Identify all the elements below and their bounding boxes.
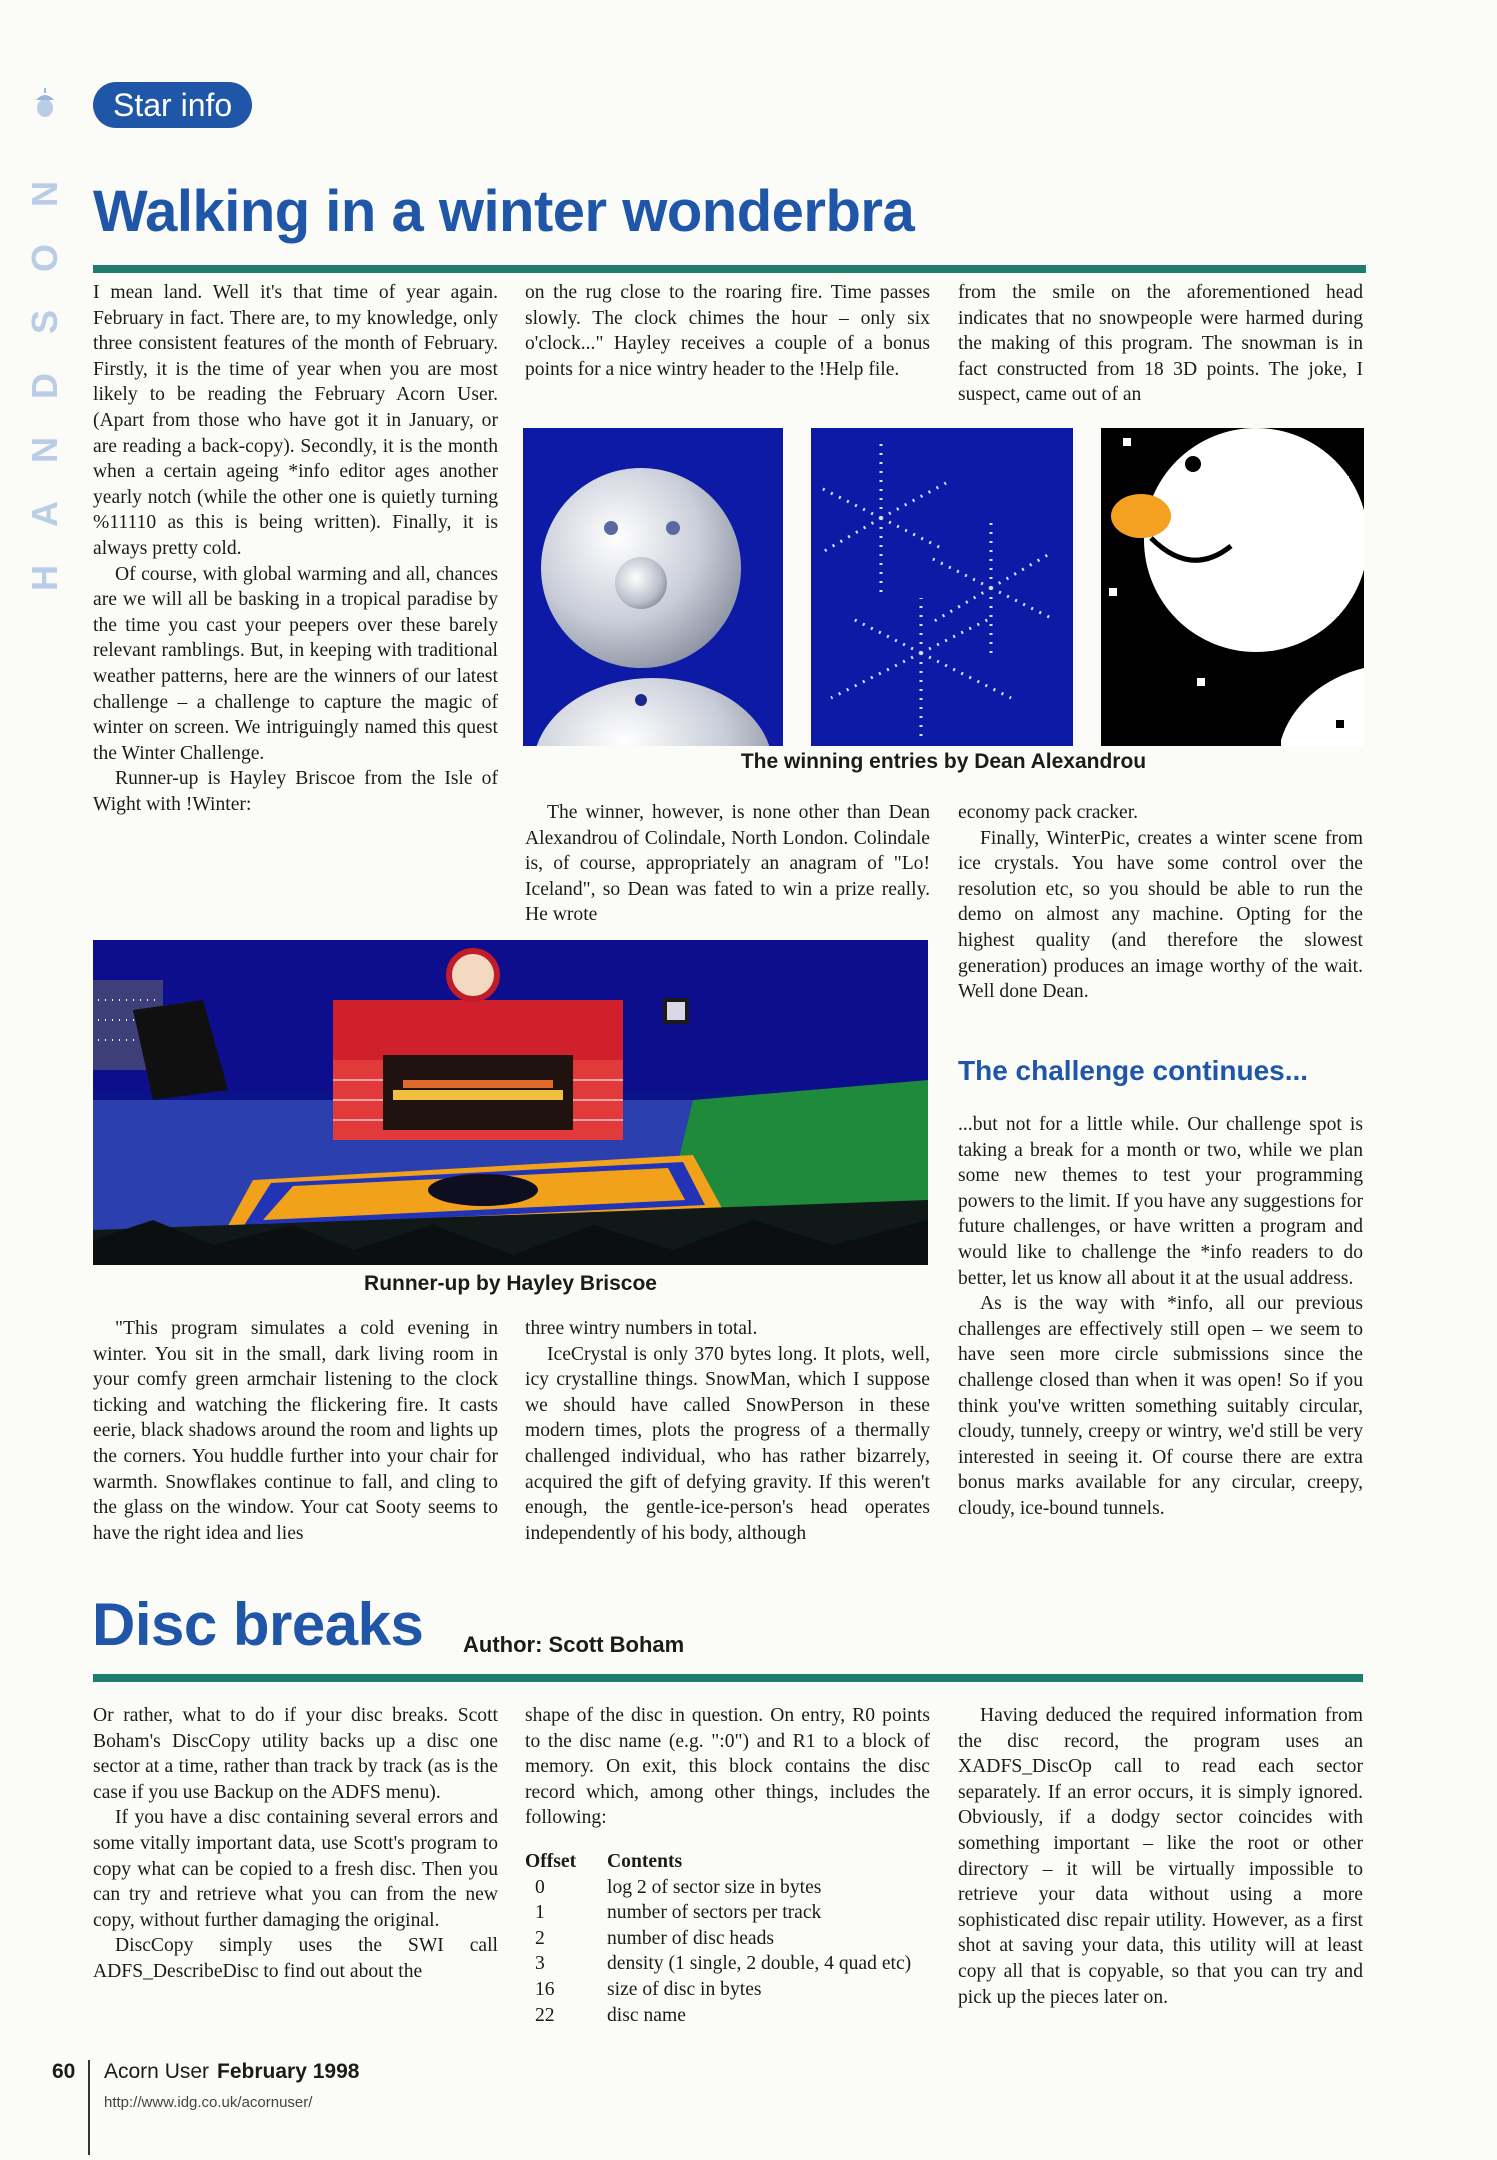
article-headline: Disc breaks xyxy=(92,1591,424,1658)
table-header: Offset xyxy=(525,1850,577,1872)
table-cell: disc name xyxy=(607,2004,686,2026)
magazine-name: Acorn User xyxy=(104,2060,210,2083)
table-cell: size of disc in bytes xyxy=(607,1978,762,2000)
disc-record-table xyxy=(525,1849,911,2028)
paragraph: Or rather, what to do if your disc breaks. Scott Boham's DiscCopy utility backs up a disc one sector at a time, rather than track by track (as is the case if you use Backup on the ADFS menu). xyxy=(93,1705,498,1803)
section-badge: Star info xyxy=(93,82,252,128)
acorn-icon xyxy=(34,88,56,118)
side-letter: D xyxy=(24,373,65,399)
footer-divider xyxy=(88,2060,90,2155)
figure-caption: The winning entries by Dean Alexandrou xyxy=(740,750,1147,773)
table-row xyxy=(525,1875,911,1901)
ice-crystal-screenshot xyxy=(811,428,1073,746)
snowman-screenshot xyxy=(523,428,783,746)
article2-column-1 xyxy=(93,1703,498,1985)
article2-column-2 xyxy=(525,1703,930,2028)
fireplace-screenshot xyxy=(93,940,928,1265)
paragraph: Runner-up is Hayley Briscoe from the Isle of Wight with !Winter: xyxy=(93,768,498,815)
article-column-3-mid xyxy=(958,800,1363,1005)
article-column-1-bottom xyxy=(93,1316,498,1546)
issue-date: February 1998 xyxy=(217,2060,360,2083)
table-cell: 22 xyxy=(535,2004,555,2026)
paragraph: Having deduced the required information from the disc record, the program uses an XADFS_DiscOp call to read each sector separately. If an error occurs, it is simply ignored. Obviously, if a dodgy sector coincides with something important – like the root or other directory – it will be virtually impossible to retrieve your data without using a more sophisticated disc repair utility. However, as a first shot at saving your data, this utility will at least copy all that is copyable, so that you can try and pick up the pieces later on. xyxy=(958,1705,1363,2008)
paragraph: on the rug close to the roaring fire. Time passes slowly. The clock chimes the hour – only six o'clock..." Hayley receives a couple of a bonus points for a nice wintry header to the !Help file. xyxy=(525,282,930,380)
article-author: Author: Scott Boham xyxy=(463,1632,685,1657)
footer-url: http://www.idg.co.uk/acornuser/ xyxy=(104,2094,313,2111)
paragraph: ...but not for a little while. Our challenge spot is taking a break for a month or two, while we plan some new themes to test your programming powers to the limit. If you have any suggestions for future challenges, or have written a program and would like to challenge the *info readers to do better, let us know all about it at the usual address. xyxy=(958,1114,1363,1289)
paragraph: Of course, with global warming and all, chances are we will all be basking in a tropical paradise by the time you cast your peepers over these barely relevant ramblings. But, in keeping with traditional weather patterns, here are the winners of our latest challenge – a challenge to capture the magic of winter on screen. We intriguingly named this quest the Winter Challenge. xyxy=(93,563,498,764)
side-letter: H xyxy=(24,565,65,591)
paragraph: As is the way with *info, all our previous challenges are effectively still open – we seem to have seen more circle submissions since the challenge closed than when it was open! So if you think you've written something suitably circular, cloudy, tunnely, creepy or wintry, we'd still be very interested in seeing it. Of course there are extra bonus marks available for any circular, creepy, cloudy, ice-bound tunnels. xyxy=(958,1293,1363,1519)
side-letter: N xyxy=(24,437,65,463)
table-row xyxy=(525,1951,911,1977)
section-side-tab xyxy=(22,88,68,610)
table-row xyxy=(525,1977,911,2003)
article-column-2-bottom xyxy=(525,1316,930,1546)
footer-masthead xyxy=(104,2060,359,2084)
side-letter: O xyxy=(23,243,65,273)
paragraph: economy pack cracker. xyxy=(958,802,1139,823)
table-cell: 2 xyxy=(535,1927,545,1949)
table-row xyxy=(525,2003,911,2029)
side-letter: N xyxy=(24,181,65,207)
paragraph: I mean land. Well it's that time of year again. February in fact. There are, to my knowledge, only three consistent features of the month of February. Firstly, it is the time of year when you are most likely to be reading the February Acorn User. (Apart from those who have got it in January, or are reading a back-copy). Secondly, it is the month when a certain ageing *info editor ages another yearly notch (while the other one is quietly turning %11110 as this is being written). Finally, it is always pretty cold. xyxy=(93,282,498,559)
article-column-2-top xyxy=(525,280,930,382)
paragraph: three wintry numbers in total. xyxy=(525,1318,758,1339)
table-header-row xyxy=(525,1849,911,1875)
article-column-3-top xyxy=(958,280,1363,408)
table-cell: 16 xyxy=(535,1978,555,2000)
headline-rule xyxy=(93,1674,1363,1682)
table-cell: 3 xyxy=(535,1953,545,1975)
paragraph: shape of the disc in question. On entry, R0 points to the disc name (e.g. ":0") and R1 to a block of memory. On exit, this block contains the disc record which, among other things, includes the following: xyxy=(525,1705,930,1829)
article-column-3-bottom xyxy=(958,1112,1363,1522)
paragraph: DiscCopy simply uses the SWI call ADFS_DescribeDisc to find out about the xyxy=(93,1935,498,1982)
headline-rule xyxy=(93,265,1366,273)
paragraph: Finally, WinterPic, creates a winter scene from ice crystals. You have some control over the resolution etc, so you should be able to run the demo on almost any machine. Opting for the highest quality (and therefore the slowest generation) produces an image worthy of the wait. Well done Dean. xyxy=(958,827,1363,1003)
article-headline: Walking in a winter wonderbra xyxy=(93,179,915,244)
paragraph: The winner, however, is none other than Dean Alexandrou of Colindale, North London. Colindale is, of course, appropriately an anagram of "Lo! Iceland", so Dean was fated to win a prize really. He wrote xyxy=(525,802,930,926)
side-letter: S xyxy=(23,309,65,335)
table-cell: 0 xyxy=(535,1876,545,1898)
paragraph: IceCrystal is only 370 bytes long. It plots, well, icy crystalline things. SnowMan, which I suppose we should have called SnowPerson in these modern times, plots the progress of a thermally challenged individual, who has rather bizarrely, acquired the gift of defying gravity. If this weren't enough, the gentle-ice-person's head operates independently of his body, although xyxy=(525,1343,930,1544)
page-number: 60 xyxy=(52,2060,76,2083)
table-row xyxy=(525,1900,911,1926)
table-row xyxy=(525,1926,911,1952)
article2-column-3 xyxy=(958,1703,1363,2010)
table-cell: log 2 of sector size in bytes xyxy=(607,1876,822,1898)
side-letter: A xyxy=(24,501,65,527)
table-cell: 1 xyxy=(535,1902,545,1924)
table-cell: number of disc heads xyxy=(607,1927,775,1949)
paragraph: If you have a disc containing several errors and some vitally important data, use Scott's program to copy what can be copied to a fresh disc. Then you can try and retrieve what you can from the new copy, without further damaging the original. xyxy=(93,1807,498,1931)
snowman-face-screenshot xyxy=(1101,428,1364,746)
section-subhead: The challenge continues... xyxy=(958,1055,1309,1086)
paragraph: from the smile on the aforementioned head indicates that no snowpeople were harmed during the making of this program. The snowman is in fact constructed from 18 3D points. The joke, I suspect, came out of an xyxy=(958,282,1363,406)
paragraph: "This program simulates a cold evening in winter. You sit in the small, dark living room in your comfy green armchair listening to the clock ticking and watching the flickering fire. It casts eerie, black shadows around the room and lights up the corners. You huddle further into your chair for warmth. Snowflakes continue to fall, and cling to the glass on the window. Your cat Sooty seems to have the right idea and lies xyxy=(93,1318,498,1544)
table-header: Contents xyxy=(607,1850,683,1872)
article-column-2-mid xyxy=(525,800,930,928)
figure-caption: Runner-up by Hayley Briscoe xyxy=(364,1272,657,1295)
table-cell: number of sectors per track xyxy=(607,1902,822,1924)
article-column-1 xyxy=(93,280,498,817)
table-cell: density (1 single, 2 double, 4 quad etc) xyxy=(607,1953,912,1975)
